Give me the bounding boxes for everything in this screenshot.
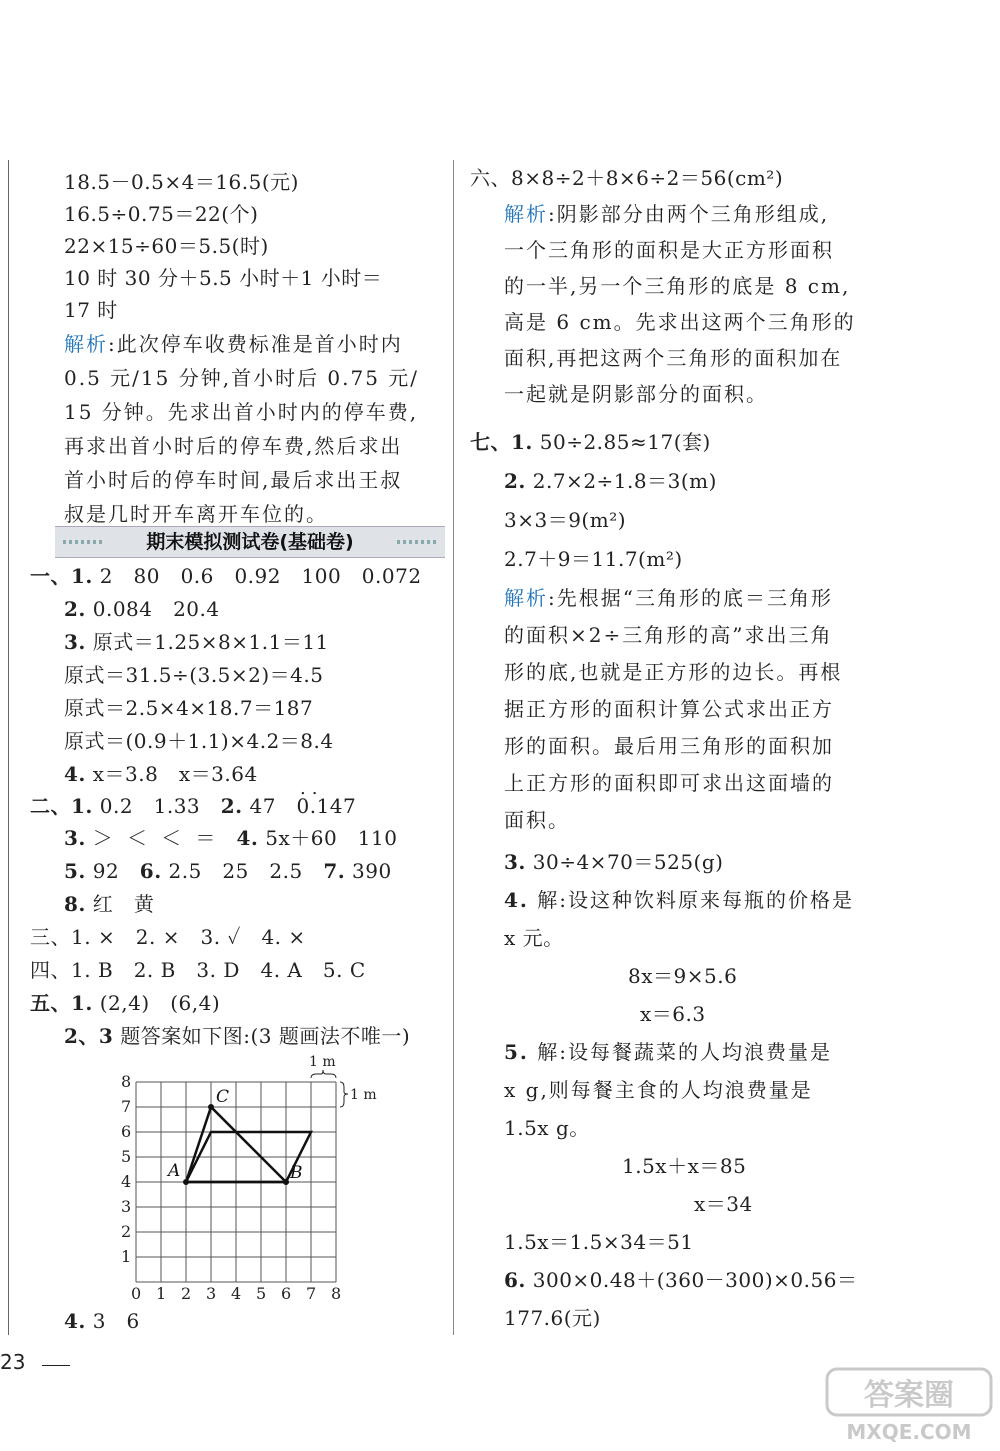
explanation-line: 叔是几时开车离开车位的。 [64,502,328,526]
unit-label-vertical: 1 m [350,1087,377,1103]
explanation-line: 面积。 [504,808,570,832]
calc-line: 16.5÷0.75＝22(个) [64,202,259,226]
explanation-line: 一个三角形的面积是大正方形面积 [504,238,834,262]
calc-line: 10 时 30 分＋5.5 小时＋1 小时＝ [64,266,383,290]
unit-brace-vertical [340,1082,348,1107]
answer-line: 8. 红 黄 [64,892,155,916]
watermark-logo [825,1365,995,1445]
explanation-line: 面积,再把这两个三角形的面积加在 [504,346,843,370]
x-tick-label: 4 [231,1284,242,1303]
answer-line: 3×3＝9(m²) [504,508,627,532]
answer-line: 七、1. 50÷2.85≈17(套) [470,430,711,454]
page-number-dash [42,1365,70,1366]
point-c-marker [208,1104,214,1110]
explanation-line: 再求出首小时后的停车费,然后求出 [64,434,403,458]
answer-line: 1.5x g。 [504,1116,590,1140]
point-a-label: A [168,1161,181,1181]
y-tick-label: 5 [121,1147,132,1166]
answer-line: x 元。 [504,926,564,950]
answer-line: 3. 30÷4×70＝525(g) [504,850,724,874]
answer-line: 4. 解:设这种饮料原来每瓶的价格是 [504,888,854,912]
x-tick-label: 7 [306,1284,317,1303]
point-c-label: C [216,1087,230,1107]
x-tick-label: 8 [331,1284,342,1303]
page-number: 23 [0,1350,26,1374]
answer-line: 2. 0.084 20.4 [64,597,220,621]
explanation-label: 解析 [504,586,548,610]
answer-line: 原式＝31.5÷(3.5×2)＝4.5 [64,663,324,687]
answer-line: 5. 92 6. 2.5 25 2.5 7. 390 [64,859,392,883]
answer-line: 177.6(元) [504,1306,601,1330]
repeating-decimal-dots: .. [300,778,324,799]
answer-line: 3. 原式＝1.25×8×1.1＝11 [64,630,329,654]
equation-line: x＝6.3 [640,1002,706,1026]
explanation-line: 解析:此次停车收费标准是首小时内 [64,332,403,356]
answer-line: 四、1. B 2. B 3. D 4. A 5. C [30,958,366,982]
explanation-line: 上正方形的面积即可求出这面墙的 [504,771,834,795]
column-divider [453,160,454,1335]
answer-line: 1.5x＝1.5×34＝51 [504,1230,694,1254]
explanation-line: 15 分钟。先求出首小时内的停车费, [64,400,419,424]
explanation-line: 的一半,另一个三角形的底是 8 cm, [504,274,851,298]
explanation-line: 形的底,也就是正方形的边长。再根 [504,660,843,684]
explanation-line: 据正方形的面积计算公式求出正方 [504,697,834,721]
y-tick-label: 8 [121,1072,132,1091]
answer-line: 2. 2.7×2÷1.8＝3(m) [504,469,717,493]
left-margin-rule [8,160,9,1335]
y-tick-label: 3 [121,1197,132,1216]
x-tick-label: 0 [131,1284,142,1303]
y-tick-label: 4 [121,1172,132,1191]
answer-line: 二、1. 0.2 1.33 2. 47 0.147 [30,794,357,818]
answer-line: 5. 解:设每餐蔬菜的人均浪费量是 [504,1040,832,1064]
x-tick-label: 5 [256,1284,267,1303]
svg-text:答案圈: 答案圈 [864,1378,954,1413]
explanation-line: 解析:先根据“三角形的底＝三角形 [504,586,833,610]
x-tick-label: 1 [156,1284,167,1303]
answer-line: 6. 300×0.48＋(360－300)×0.56＝ [504,1268,858,1292]
section-title: 期末模拟测试卷(基础卷) [55,526,445,558]
x-tick-label: 2 [181,1284,192,1303]
calc-line: 18.5－0.5×4＝16.5(元) [64,170,299,194]
x-tick-label: 6 [281,1284,292,1303]
explanation-line: 解析:阴影部分由两个三角形组成, [504,202,830,226]
equation-line: x＝34 [694,1192,753,1216]
calc-line: 22×15÷60＝5.5(时) [64,234,269,258]
point-b-label: B [290,1163,303,1183]
svg-text:MXQE.COM: MXQE.COM [846,1420,972,1444]
y-tick-label: 2 [121,1222,132,1241]
unit-label-horizontal: 1 m [309,1054,336,1070]
explanation-line: 的面积×2÷三角形的高”求出三角 [504,623,833,647]
explanation-line: 首小时后的停车时间,最后求出王叔 [64,468,403,492]
answer-line: 原式＝(0.9＋1.1)×4.2＝8.4 [64,729,334,753]
explanation-line: 一起就是阴影部分的面积。 [504,382,768,406]
calc-line: 17 时 [64,298,118,322]
equation-line: 1.5x＋x＝85 [622,1154,747,1178]
y-tick-label: 6 [121,1122,132,1141]
y-tick-label: 1 [121,1247,132,1266]
answer-line: 2.7＋9＝11.7(m²) [504,547,683,571]
equation-line: 8x＝9×5.6 [628,964,738,988]
answer-line: 五、1. (2,4) (6,4) [30,991,221,1015]
explanation-label: 解析 [64,332,108,356]
y-tick-label: 7 [121,1097,132,1116]
x-tick-label: 3 [206,1284,217,1303]
answer-line: 原式＝2.5×4×18.7＝187 [64,696,314,720]
answer-line: 3. ＞ ＜ ＜ ＝ 4. 5x＋60 110 [64,826,398,850]
answer-line: 六、8×8÷2＋8×6÷2＝56(cm²) [470,166,784,190]
answer-line: 4. x＝3.8 x＝3.64 [64,762,258,786]
answer-line: x g,则每餐主食的人均浪费量是 [504,1078,813,1102]
answer-line: 2、3 题答案如下图:(3 题画法不唯一) [64,1024,411,1048]
explanation-line: 高是 6 cm。先求出这两个三角形的 [504,310,856,334]
unit-brace-horizontal [311,1070,336,1078]
answer-line: 4. 3 6 [64,1309,140,1333]
explanation-line: 0.5 元/15 分钟,首小时后 0.75 元/ [64,366,420,390]
coordinate-grid-figure [110,1050,400,1305]
explanation-line: 形的面积。最后用三角形的面积加 [504,734,834,758]
answer-line: 三、1. × 2. × 3. ✓ 4. × [30,925,306,949]
explanation-label: 解析 [504,202,548,226]
answer-line: 一、1. 2 80 0.6 0.92 100 0.072 [30,564,422,588]
point-a-marker [183,1179,189,1185]
point-b-marker [283,1179,289,1185]
